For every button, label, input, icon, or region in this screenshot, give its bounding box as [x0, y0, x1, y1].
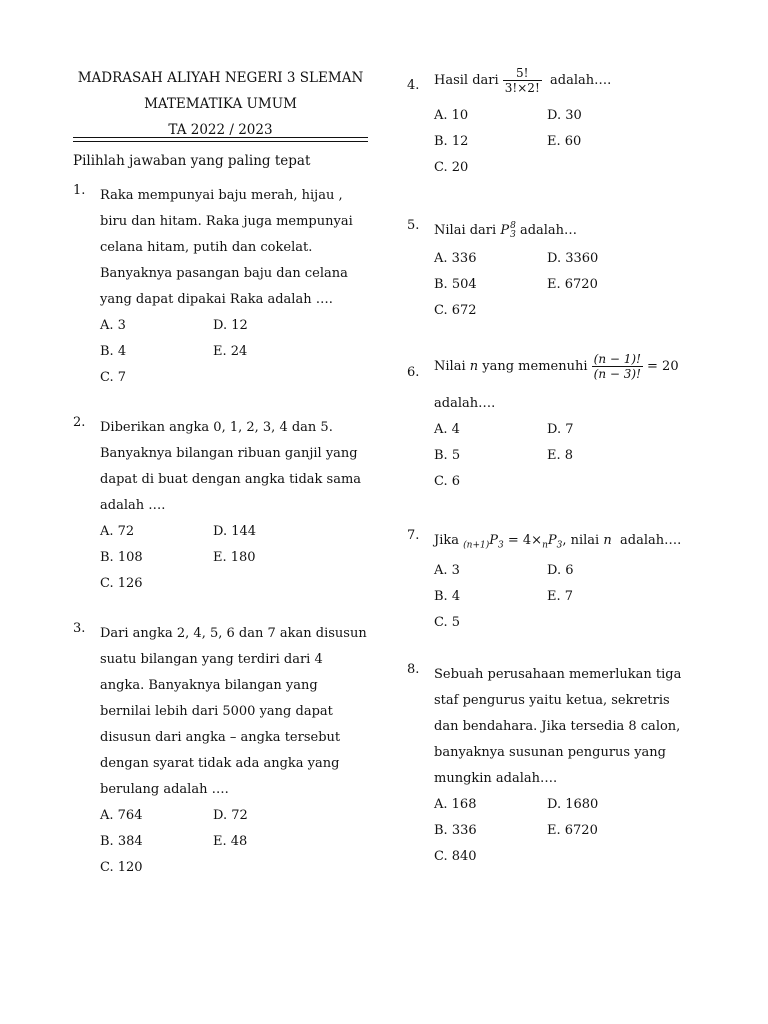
option-row [100, 571, 368, 597]
option: D. 6 [547, 563, 574, 578]
question-number: 7. [407, 528, 420, 543]
symbol-p: P [500, 223, 510, 238]
option: B. 4 [100, 344, 127, 359]
option-row [100, 365, 368, 391]
question-5 [407, 218, 707, 324]
question-line: Diberikan angka 0, 1, 2, 3, 4 dan 5. [100, 420, 333, 435]
subscript: 3 [497, 540, 504, 551]
question-text-suffix: adalah…. [550, 73, 612, 88]
option: C. 120 [100, 860, 143, 875]
question-line: Raka mempunyai baju merah, hijau , [100, 188, 343, 203]
question-7 [407, 528, 707, 636]
option: D. 1680 [547, 797, 599, 812]
option-row [434, 103, 707, 129]
option-row [434, 246, 707, 272]
question-4 [407, 66, 707, 181]
option-row [434, 417, 707, 443]
option-row [100, 519, 368, 545]
question-line: Banyaknya bilangan ribuan ganjil yang [100, 446, 358, 461]
option: B. 5 [434, 448, 461, 463]
equals-times: = 4× [507, 533, 543, 548]
option: C. 672 [434, 303, 477, 318]
option-row [100, 803, 368, 829]
fraction [503, 66, 542, 95]
option: B. 108 [100, 550, 143, 565]
fraction-numerator: 5! [503, 66, 542, 81]
option: C. 5 [434, 615, 461, 630]
header-rule-bottom [73, 141, 368, 142]
question-number: 1. [73, 183, 86, 198]
option: D. 12 [213, 318, 248, 333]
option-row [100, 545, 368, 571]
symbol-p2: P [547, 533, 557, 548]
fraction-numerator: (n − 1)! [593, 352, 641, 366]
option: D. 72 [213, 808, 248, 823]
option: B. 504 [434, 277, 477, 292]
pre-subscript: (n+1) [463, 540, 490, 551]
question-number: 6. [407, 365, 420, 380]
option: D. 144 [213, 524, 257, 539]
option-row [434, 610, 707, 636]
school-name: MADRASAH ALIYAH NEGERI 3 SLEMAN [77, 70, 364, 86]
option: C. 6 [434, 474, 461, 489]
question-line: disusun dari angka – angka tersebut [100, 730, 341, 745]
option-row [434, 558, 707, 584]
question-line: dapat di buat dengan angka tidak sama [100, 472, 362, 487]
question-2 [73, 415, 368, 597]
options [434, 792, 707, 870]
option-row [434, 844, 707, 870]
option: B. 4 [434, 589, 461, 604]
option: E. 48 [213, 834, 248, 849]
question-line: biru dan hitam. Raka juga mempunyai [100, 214, 353, 229]
option-row [434, 584, 707, 610]
question-text-line2: adalah…. [434, 396, 496, 411]
permutation-symbol [500, 220, 516, 240]
question-line: banyaknya susunan pengurus yang [434, 745, 666, 760]
options [434, 558, 707, 636]
question-number: 4. [407, 78, 420, 93]
option-row [434, 129, 707, 155]
option: A. 72 [100, 524, 135, 539]
question-line: dengan syarat tidak ada angka yang [100, 756, 340, 771]
option-row [100, 313, 368, 339]
question-3 [73, 621, 368, 881]
symbol-p: P [489, 533, 498, 548]
option: E. 24 [213, 344, 248, 359]
option: D. 7 [547, 422, 574, 437]
option: B. 384 [100, 834, 143, 849]
option: E. 180 [213, 550, 256, 565]
question-6 [407, 352, 707, 495]
option: D. 30 [547, 108, 582, 123]
question-text: Hasil dari [434, 73, 499, 88]
subscript: 3 [510, 229, 516, 240]
question-line: berulang adalah …. [100, 782, 229, 797]
question-text: Nilai dari [434, 223, 497, 238]
fraction-denominator: (n − 3)! [593, 367, 641, 381]
option-row [100, 855, 368, 881]
option-row [434, 443, 707, 469]
question-text: Jika [434, 533, 459, 548]
variable-n: n [469, 359, 479, 374]
question-text [100, 415, 368, 519]
option: E. 6720 [547, 823, 598, 838]
subscript-n: n [542, 540, 548, 551]
question-number: 5. [407, 218, 420, 233]
question-line: adalah …. [100, 498, 166, 513]
equation-rhs: = 20 [647, 359, 679, 374]
question-line: suatu bilangan yang terdiri dari 4 [100, 652, 323, 667]
academic-year: TA 2022 / 2023 [168, 122, 273, 138]
options [434, 103, 707, 181]
option: A. 336 [434, 251, 477, 266]
question-1 [73, 183, 368, 391]
options [100, 803, 368, 881]
option-row [434, 272, 707, 298]
question-line: yang dapat dipakai Raka adalah …. [100, 292, 333, 307]
option-row [434, 469, 707, 495]
option: E. 6720 [547, 277, 598, 292]
equation [463, 533, 563, 551]
question-text [100, 621, 368, 803]
question-text-mid: , nilai [562, 533, 600, 548]
question-8 [407, 662, 707, 870]
superscript: 8 [510, 220, 516, 231]
option: A. 764 [100, 808, 143, 823]
option: A. 3 [100, 318, 126, 333]
question-line: staf pengurus yaitu ketua, sekretris [434, 693, 670, 708]
option-row [434, 298, 707, 324]
option: A. 10 [434, 108, 469, 123]
question-number: 3. [73, 621, 86, 636]
question-text [100, 183, 368, 313]
question-number: 2. [73, 415, 86, 430]
variable-n: n [603, 533, 612, 548]
subject-title: MATEMATIKA UMUM [144, 96, 297, 112]
option: A. 4 [434, 422, 460, 437]
question-line: bernilai lebih dari 5000 yang dapat [100, 704, 333, 719]
question-text-mid: yang memenuhi [482, 359, 588, 374]
option: B. 336 [434, 823, 477, 838]
option-row [434, 792, 707, 818]
question-text-suffix: adalah… [519, 223, 578, 238]
question-text [434, 662, 707, 792]
option: E. 7 [547, 589, 574, 604]
question-number: 8. [407, 662, 420, 677]
option-row [100, 829, 368, 855]
question-line: Banyaknya pasangan baju dan celana [100, 266, 348, 281]
option: B. 12 [434, 134, 469, 149]
options [434, 417, 707, 495]
option: C. 20 [434, 160, 469, 175]
fraction [592, 352, 643, 381]
option: C. 126 [100, 576, 143, 591]
question-text: Nilai [434, 359, 466, 374]
options [434, 246, 707, 324]
option: A. 168 [434, 797, 477, 812]
question-line: dan bendahara. Jika tersedia 8 calon, [434, 719, 681, 734]
option-row [100, 339, 368, 365]
question-text-suffix: adalah…. [620, 533, 682, 548]
fraction-denominator: 3!×2! [504, 81, 540, 95]
question-line: angka. Banyaknya bilangan yang [100, 678, 318, 693]
option: C. 7 [100, 370, 127, 385]
options [100, 313, 368, 391]
question-line: Sebuah perusahaan memerlukan tiga [434, 667, 682, 682]
option: D. 3360 [547, 251, 599, 266]
question-line: mungkin adalah…. [434, 771, 558, 786]
option-row [434, 818, 707, 844]
question-line: Dari angka 2, 4, 5, 6 dan 7 akan disusun [100, 626, 367, 641]
question-line: celana hitam, putih dan cokelat. [100, 240, 313, 255]
option: A. 3 [434, 563, 460, 578]
option: E. 8 [547, 448, 574, 463]
instruction: Pilihlah jawaban yang paling tepat [73, 153, 311, 169]
option-row [434, 155, 707, 181]
option: E. 60 [547, 134, 582, 149]
options [100, 519, 368, 597]
option: C. 840 [434, 849, 477, 864]
subscript2: 3 [556, 540, 563, 551]
header-rule-top [73, 137, 368, 138]
